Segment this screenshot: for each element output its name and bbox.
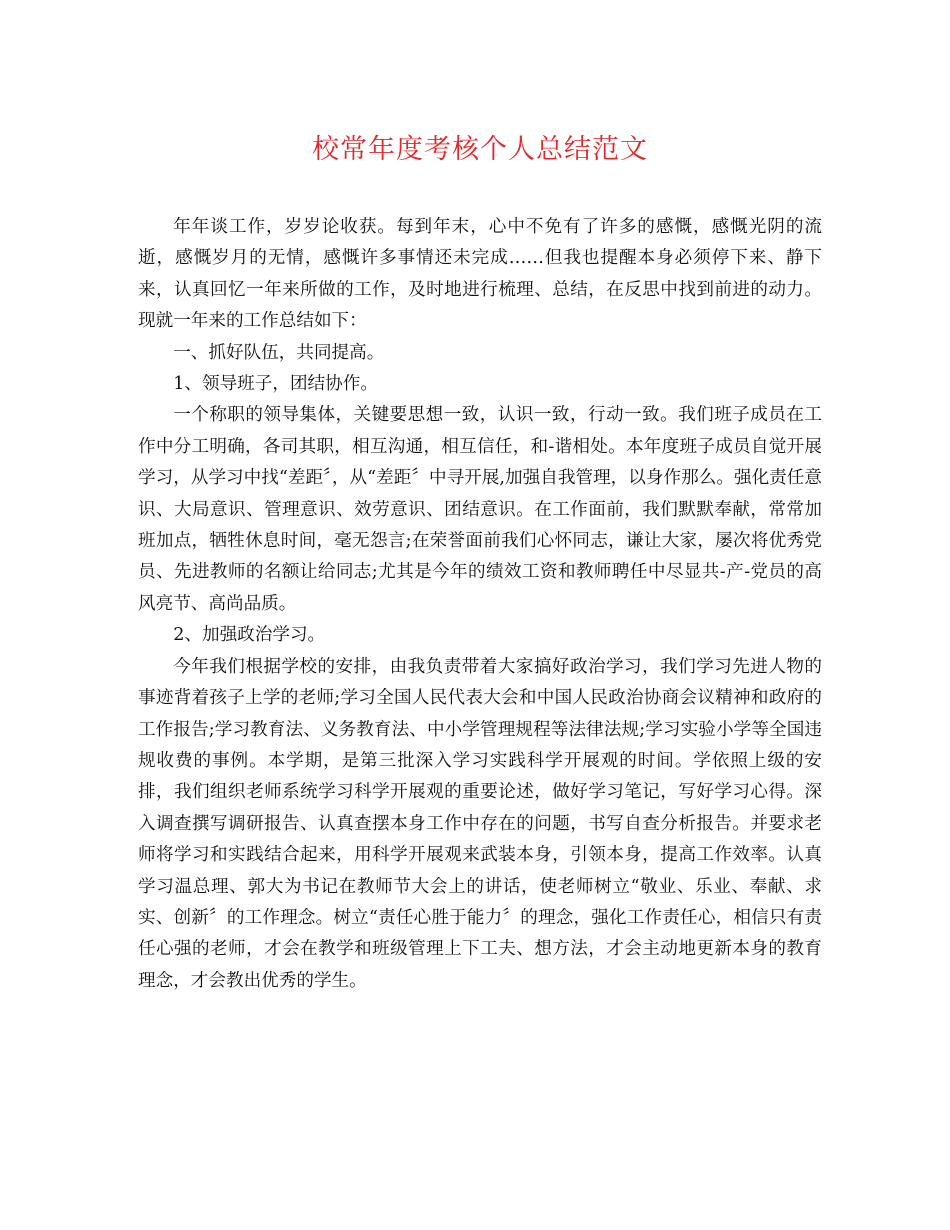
subsection-heading-political-study: 2、加强政治学习。 [173,625,326,646]
paragraph-political-study: 今年我们根据学校的安排，由我负责带着大家搞好政治学习，我们学习先进人物的事迹背着孩子上学的老师;学习全国人民代表大会和中国人民政治协商会议精神和政府的工作报告;学习教育法、义务教育法、中小学管理规程等法律法规;学习实验小学等全国违规收费的事例。本学期，是第三批深入学习实践科学开展观的时间。学依照上级的安排，我们组织老师系统学习科学开展观的重要论述，做好学习笔记，写好学习心得。深入调查撰写调研报告、认真查摆本身工作中存在的问题，书写自查分析报告。并要求老师将学习和实践结合起来，用科学开展观来武装本身，引领本身，提高工作效率。认真学习温总理、郭大为书记在教师节大会上的讲话，使老师树立“敬业、乐业、奉献、求实、创新〞的工作理念。树立“责任心胜于能力〞的理念，强化工作责任心，相信只有责任心强的老师，才会在教学和班级管理上下工夫、想方法，才会主动地更新本身的教育理念，才会教出优秀的学生。 [138,656,822,991]
paragraph-leadership: 一个称职的领导集体，关键要思想一致，认识一致，行动一致。我们班子成员在工作中分工明确，各司其职，相互沟通，相互信任，和-谐相处。本年度班子成员自觉开展学习，从学习中找“差距〞，从“差距〞中寻开展,加强自我管理，以身作那么。强化责任意识、大局意识、管理意识、效劳意识、团结意识。在工作面前，我们默默奉献，常常加班加点，牺牲休息时间，毫无怨言;在荣誉面前我们心怀同志，谦让大家，屡次将优秀党员、先进教师的名额让给同志;尤其是今年的绩效工资和教师聘任中尽显共-产-党员的高风亮节、高尚品质。 [138,405,822,614]
paragraph-intro: 年年谈工作，岁岁论收获。每到年末，心中不免有了许多的感慨，感慨光阴的流逝，感慨岁月的无情，感慨许多事情还未完成……但我也提醒本身必须停下来、静下来，认真回忆一年来所做的工作，及时地进行梳理、总结，在反思中找到前进的动力。现就一年来的工作总结如下： [138,217,822,332]
subsection-heading-leadership: 1、领导班子，团结协作。 [173,374,378,395]
document-title: 校常年度考核个人总结范文 [312,134,648,165]
document-body [138,212,822,997]
section-heading-team: 一、抓好队伍，共同提高。 [173,342,385,363]
